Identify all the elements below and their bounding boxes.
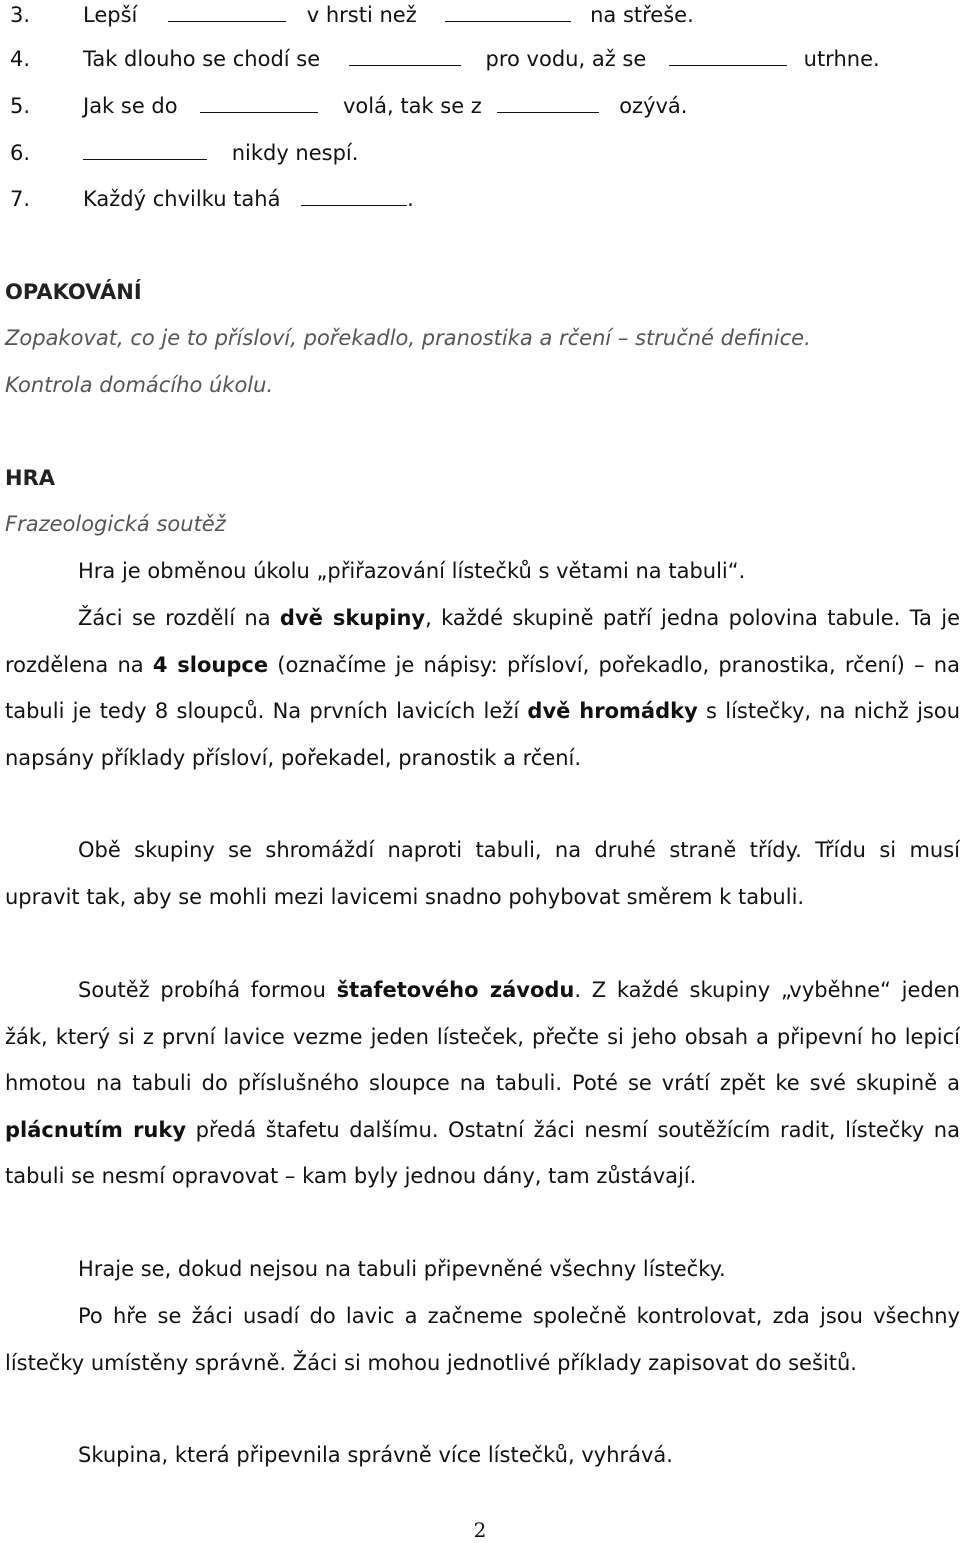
page-number: 2	[473, 1518, 487, 1542]
list-text: v hrsti než	[306, 3, 417, 27]
section-heading-hra: HRA	[5, 466, 55, 490]
answer-blank[interactable]	[669, 45, 787, 66]
answer-blank[interactable]	[83, 139, 207, 160]
opakovani-definition-task: Zopakovat, co je to přísloví, pořekadlo, pranostika a rčení – stručné definice.	[5, 326, 811, 350]
list-text: na střeše.	[590, 3, 694, 27]
list-number: 4.	[10, 47, 31, 71]
list-text: .	[407, 187, 414, 211]
answer-blank[interactable]	[349, 45, 461, 66]
list-number: 7.	[10, 187, 31, 211]
game-subtitle: Frazeologická soutěž	[5, 512, 226, 536]
answer-blank[interactable]	[497, 92, 599, 113]
game-rules-paragraph-2: Obě skupiny se shromáždí naproti tabuli, na druhé straně třídy. Třídu si musí upravit tak, aby se mohli mezi lavicemi snadno pohybovat směrem k tabuli.	[5, 838, 960, 909]
list-text: utrhne.	[803, 47, 880, 71]
section-heading-opakovani: OPAKOVÁNÍ	[5, 280, 142, 304]
list-text: ozývá.	[619, 94, 688, 118]
game-intro: Hra je obměnou úkolu „přiřazování lístečků s větami na tabuli“.	[78, 559, 746, 583]
list-number: 3.	[10, 3, 31, 27]
list-text: pro vodu, až se	[485, 47, 647, 71]
list-text: Každý chvilku tahá	[83, 187, 281, 211]
list-text: Tak dlouho se chodí se	[83, 47, 321, 71]
game-rules-paragraph-5: Po hře se žáci usadí do lavic a začneme společně kontrolovat, zda jsou všechny lístečky umístěny správně. Žáci si mohou jednotlivé příklady zapisovat do sešitů.	[5, 1304, 960, 1375]
game-rules-paragraph-3: Soutěž probíhá formou štafetového závodu. Z každé skupiny „vyběhne“ jeden žák, který si z první lavice vezme jeden lísteček, přečte si jeho obsah a připevní ho lepicí hmotou na tabuli do příslušného sloupce na tabuli. Poté se vrátí zpět ke své skupině a plácnutím ruky předá štafetu dalšímu. Ostatní žáci nesmí soutěžícím radit, lístečky na tabuli se nesmí opravovat – kam byly jednou dány, tam zůstávají.	[5, 978, 960, 1188]
game-rules-paragraph-4: Hraje se, dokud nejsou na tabuli připevněné všechny lístečky.	[78, 1257, 726, 1281]
list-text: volá, tak se z	[343, 94, 482, 118]
answer-blank[interactable]	[445, 1, 571, 22]
game-rules-paragraph-1: Žáci se rozdělí na dvě skupiny, každé skupině patří jedna polovina tabule. Ta je rozdělena na 4 sloupce (označíme je nápisy: přísloví, pořekadlo, pranostika, rčení) – na tabuli je tedy 8 sloupců. Na prvních lavicích leží dvě hromádky s lístečky, na nichž jsou napsány příklady přísloví, pořekadel, pranostik a rčení.	[5, 606, 960, 770]
opakovani-homework-check: Kontrola domácího úkolu.	[5, 373, 274, 397]
answer-blank[interactable]	[301, 185, 407, 206]
list-number: 5.	[10, 94, 31, 118]
list-number: 6.	[10, 141, 31, 165]
answer-blank[interactable]	[168, 1, 286, 22]
answer-blank[interactable]	[200, 92, 318, 113]
list-text: Lepší	[83, 3, 138, 27]
list-text: Jak se do	[83, 94, 178, 118]
list-text: nikdy nespí.	[231, 141, 359, 165]
game-rules-paragraph-6: Skupina, která připevnila správně více lístečků, vyhrává.	[78, 1443, 673, 1467]
